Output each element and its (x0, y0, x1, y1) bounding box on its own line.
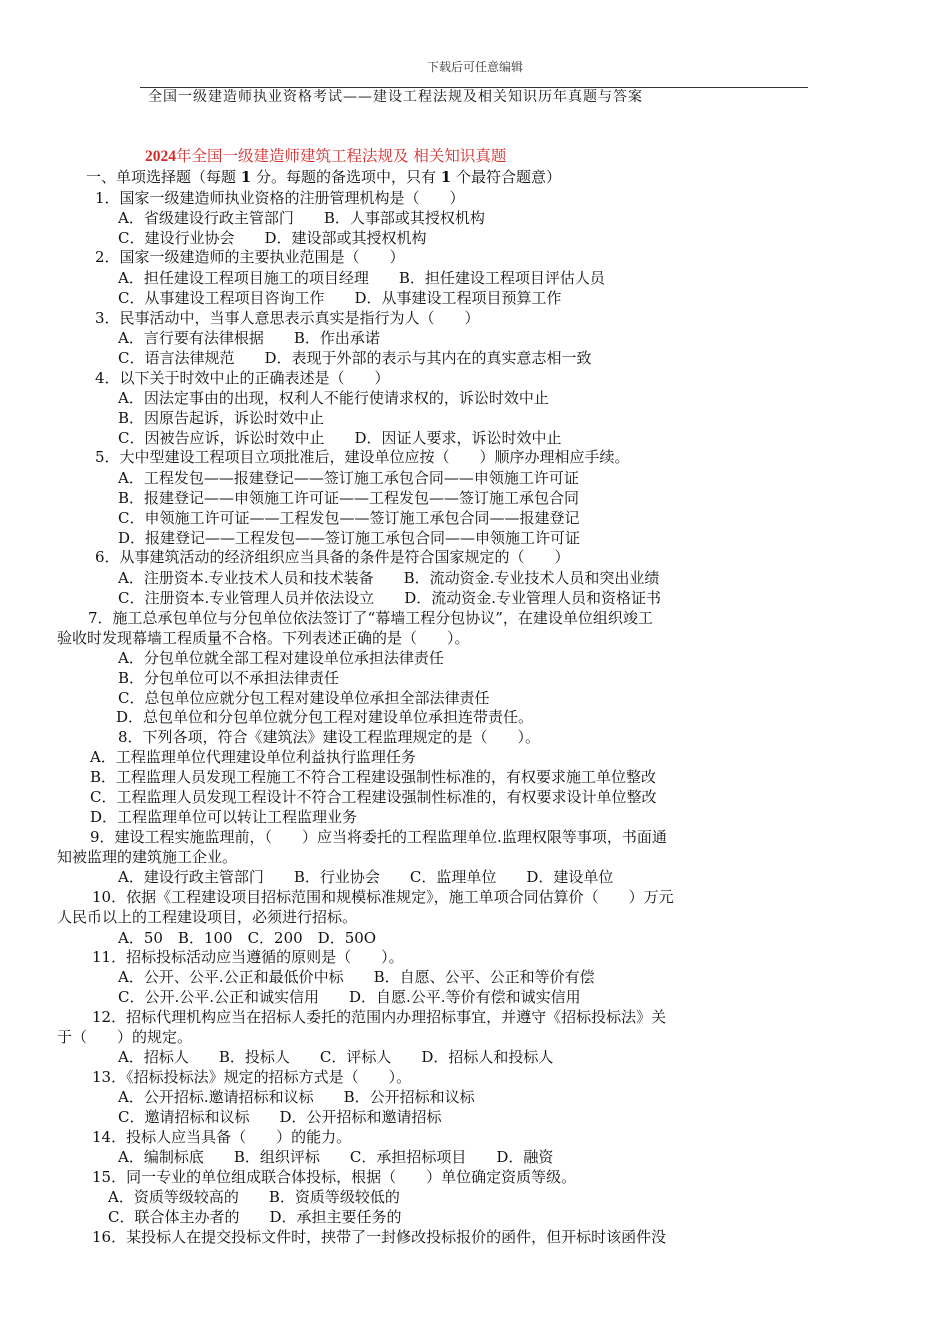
q3-options-cd: C．语言法律规范 D．表现于外部的表示与其内在的真实意志相一致 (118, 349, 592, 367)
q1-options-cd: C．建设行业协会 D．建设部或其授权机构 (118, 229, 427, 247)
header-rule (140, 87, 808, 88)
question-12: 12．招标代理机构应当在招标人委托的范围内办理招标事宜，并遵守《招标投标法》关 (92, 1008, 667, 1026)
q5-option-d: D．报建登记——工程发包——签订施工承包合同——申领施工许可证 (118, 529, 581, 547)
question-15: 15．同一专业的单位组成联合体投标，根据（ ）单位确定资质等级。 (92, 1168, 577, 1186)
question-4: 4．以下关于时效中止的正确表述是（ ） (95, 369, 390, 387)
section-score: 1 (240, 168, 252, 186)
q9-options: A．建设行政主管部门 B．行业协会 C．监理单位 D．建设单位 (118, 868, 614, 886)
question-7-cont: 验收时发现幕墙工程质量不合格。下列表述正确的是（ ）。 (57, 629, 470, 647)
question-10-cont: 人民币以上的工程建设项目，必须进行招标。 (57, 908, 358, 926)
q8-option-c: C．工程监理人员发现工程设计不符合工程建设强制性标准的，有权要求设计单位整改 (90, 788, 657, 806)
title-text: 年全国一级建造师建筑工程法规及 相关知识真题 (176, 147, 507, 165)
q13-options-ab: A．公开招标.邀请招标和议标 B．公开招标和议标 (118, 1088, 475, 1106)
q3-options-ab: A．言行要有法律根据 B．作出承诺 (118, 329, 380, 347)
q2-options-cd: C．从事建设工程项目咨询工作 D．从事建设工程项目预算工作 (118, 289, 562, 307)
q4-option-b: B．因原告起诉，诉讼时效中止 (118, 409, 325, 427)
question-12-cont: 于（ ）的规定。 (57, 1028, 193, 1046)
question-5: 5．大中型建设工程项目立项批准后，建设单位应按（ ）顺序办理相应手续。 (95, 448, 630, 466)
question-9: 9．建设工程实施监理前，（ ）应当将委托的工程监理单位.监理权限等事项，书面通 (90, 828, 667, 846)
q5-option-b: B．报建登记——申领施工许可证——工程发包——签订施工承包合同 (118, 489, 580, 507)
q12-options: A．招标人 B．投标人 C．评标人 D．招标人和投标人 (118, 1048, 554, 1066)
document-title (145, 144, 506, 166)
q13-options-cd: C．邀请招标和议标 D．公开招标和邀请招标 (118, 1108, 442, 1126)
section-answer-count: 1 (440, 168, 452, 186)
q8-option-d: D．工程监理单位可以转让工程监理业务 (90, 808, 358, 826)
q5-option-a: A．工程发包——报建登记——签订施工承包合同——申领施工许可证 (118, 469, 579, 487)
q6-options-ab: A．注册资本.专业技术人员和技术装备 B．流动资金.专业技术人员和突出业绩 (118, 569, 660, 587)
running-head: 全国一级建造师执业资格考试——建设工程法规及相关知识历年真题与答案 (148, 89, 643, 105)
q10-options: A．50 B．100 C．200 D．50O (118, 929, 377, 947)
question-2: 2．国家一级建造师的主要执业范围是（ ） (95, 248, 405, 266)
q15-options-ab: A．资质等级较高的 B．资质等级较低的 (108, 1188, 400, 1206)
q15-options-cd: C．联合体主办者的 D．承担主要任务的 (108, 1208, 402, 1226)
top-note: 下载后可任意编辑 (426, 60, 523, 74)
q7-option-d: D．总包单位和分包单位就分包工程对建设单位承担连带责任。 (116, 708, 534, 726)
question-10: 10．依据《工程建设项目招标范围和规模标准规定》，施工单项合同估算价（ ）万元 (92, 888, 674, 906)
q14-options: A．编制标底 B．组织评标 C．承担招标项目 D．融资 (118, 1148, 554, 1166)
q5-option-c: C．申领施工许可证——工程发包——签订施工承包合同——报建登记 (118, 509, 580, 527)
question-7: 7．施工总承包单位与分包单位依法签订了“幕墙工程分包协议”，在建设单位组织竣工 (88, 609, 653, 627)
question-3: 3．民事活动中，当事人意思表示真实是指行为人（ ） (95, 309, 480, 327)
q11-options-cd: C．公开.公平.公正和诚实信用 D．自愿.公平.等价有偿和诚实信用 (118, 988, 581, 1006)
question-16: 16．某投标人在提交投标文件时，挟带了一封修改投标报价的函件，但开标时该函件没 (92, 1228, 667, 1246)
q8-option-b: B．工程监理人员发现工程施工不符合工程建设强制性标准的，有权要求施工单位整改 (90, 768, 657, 786)
q11-options-ab: A．公开、公平.公正和最低价中标 B．自愿、公平、公正和等价有偿 (118, 968, 595, 986)
section-text-3: 个最符合题意） (451, 168, 561, 186)
section-heading (86, 167, 561, 187)
q2-options-ab: A．担任建设工程项目施工的项目经理 B．担任建设工程项目评估人员 (118, 269, 605, 287)
q6-options-cd: C．注册资本.专业管理人员并依法设立 D．流动资金.专业管理人员和资格证书 (118, 589, 662, 607)
question-11: 11．招标投标活动应当遵循的原则是（ ）。 (92, 948, 404, 966)
section-text-2: 分。每题的备选项中，只有 (251, 168, 441, 186)
question-9-cont: 知被监理的建筑施工企业。 (57, 848, 238, 866)
q4-option-a: A．因法定事由的出现，权利人不能行使请求权的，诉讼时效中止 (118, 389, 549, 407)
q8-option-a: A．工程监理单位代理建设单位利益执行监理任务 (90, 748, 416, 766)
question-6: 6．从事建筑活动的经济组织应当具备的条件是符合国家规定的（ ） (95, 548, 570, 566)
section-text-1: 一、单项选择题（每题 (86, 168, 241, 186)
question-1: 1．国家一级建造师执业资格的注册管理机构是（ ） (95, 189, 465, 207)
q1-options-ab: A．省级建设行政主管部门 B．人事部或其授权机构 (118, 209, 485, 227)
title-year: 2024 (145, 148, 176, 165)
q7-option-c: C．总包单位应就分包工程对建设单位承担全部法律责任 (118, 689, 490, 707)
q7-option-a: A．分包单位就全部工程对建设单位承担法律责任 (118, 649, 444, 667)
question-13: 13．《招标投标法》规定的招标方式是（ ）。 (92, 1068, 412, 1086)
question-8: 8．下列各项，符合《建筑法》建设工程监理规定的是（ ）。 (118, 728, 541, 746)
q4-options-cd: C．因被告应诉，诉讼时效中止 D．因证人要求，诉讼时效中止 (118, 429, 562, 447)
question-14: 14．投标人应当具备（ ）的能力。 (92, 1128, 352, 1146)
q7-option-b: B．分包单位可以不承担法律责任 (118, 669, 340, 687)
